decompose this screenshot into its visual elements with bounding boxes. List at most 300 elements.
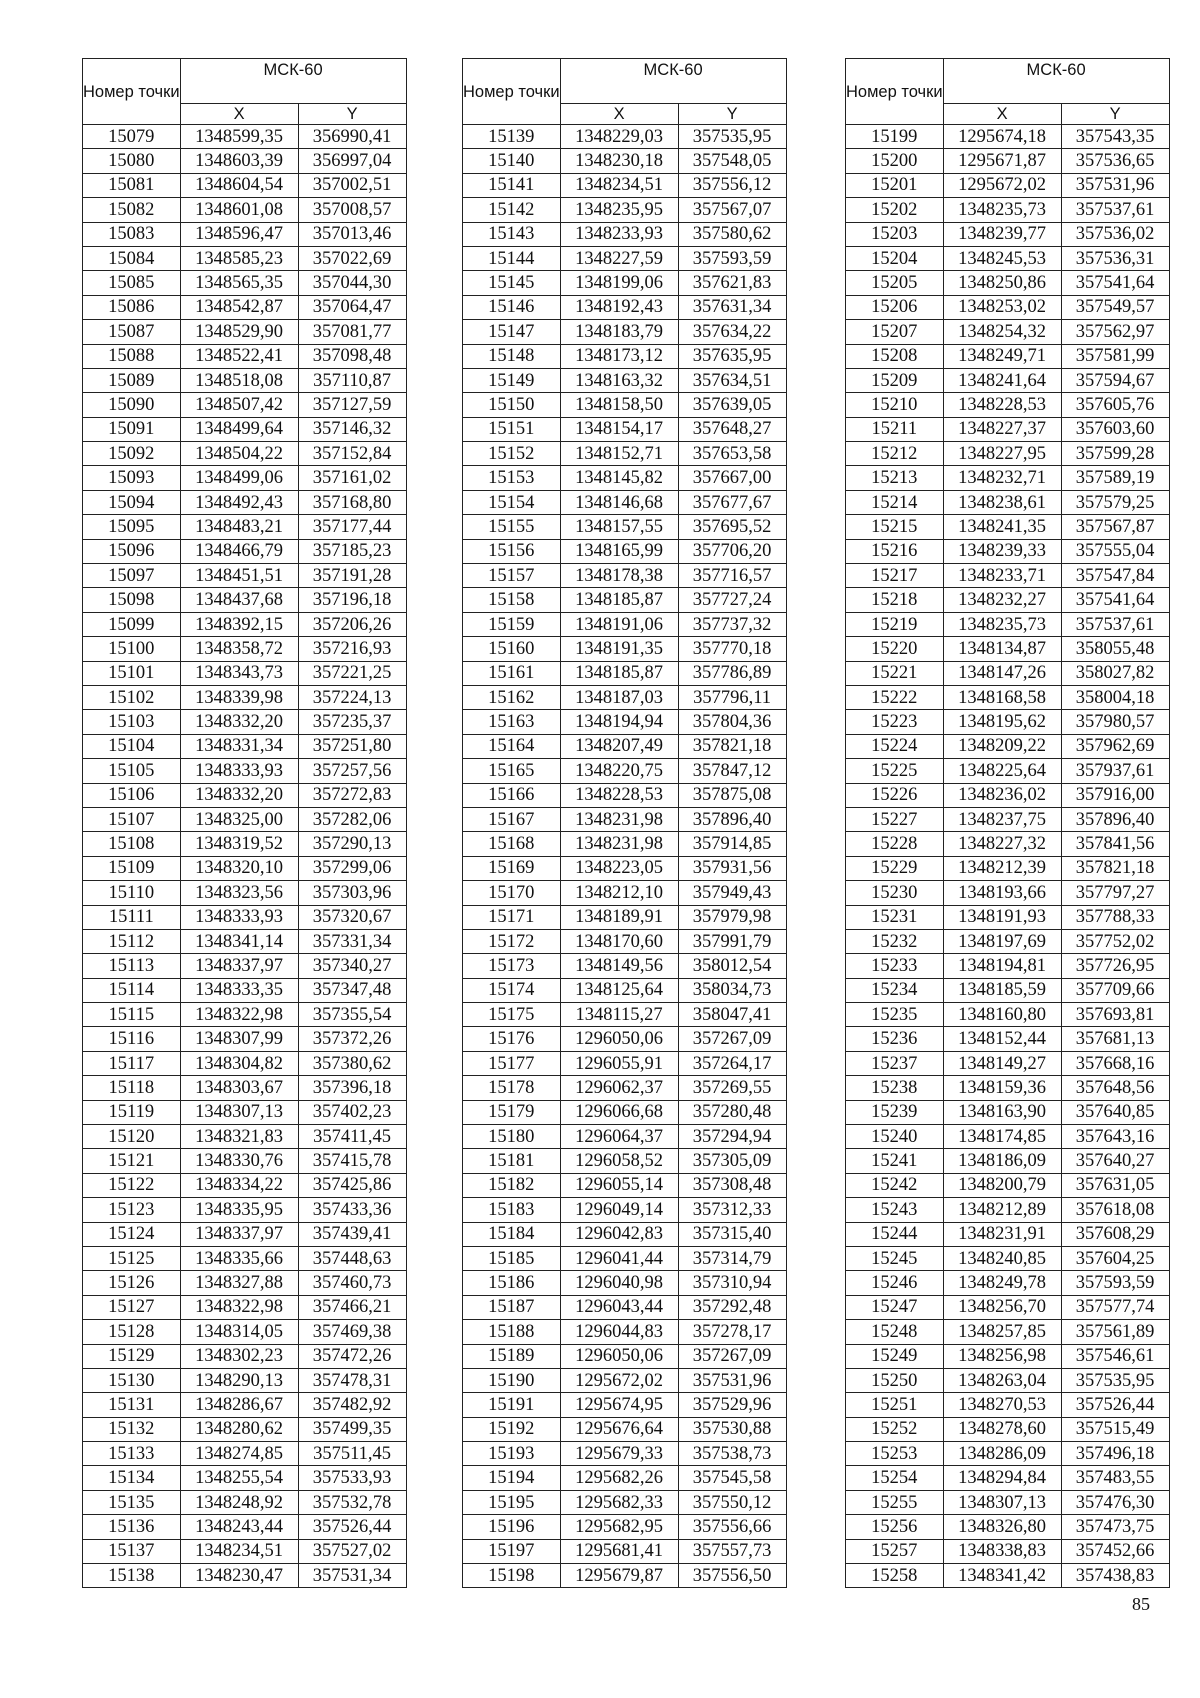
table-row <box>83 1539 407 1563</box>
y-value-cell: 357312,33 <box>678 1198 786 1222</box>
y-value-cell: 357548,05 <box>678 149 786 173</box>
y-value-cell: 357821,18 <box>1061 856 1169 880</box>
point-number-cell: 15157 <box>463 564 561 588</box>
point-number-cell: 15252 <box>846 1417 944 1441</box>
point-number-cell: 15089 <box>83 368 181 392</box>
x-value-cell: 1295674,95 <box>560 1393 678 1417</box>
table-row <box>83 1417 407 1441</box>
x-value-cell: 1348565,35 <box>180 271 298 295</box>
point-number-cell: 15107 <box>83 807 181 831</box>
point-number-cell: 15200 <box>846 149 944 173</box>
table-row <box>463 1539 787 1563</box>
point-number-cell: 15247 <box>846 1295 944 1319</box>
y-value-cell: 357272,83 <box>298 783 406 807</box>
point-number-cell: 15096 <box>83 539 181 563</box>
point-number-cell: 15248 <box>846 1320 944 1344</box>
y-value-cell: 357533,93 <box>298 1466 406 1490</box>
y-value-cell: 357473,75 <box>1061 1515 1169 1539</box>
point-number-cell: 15224 <box>846 734 944 758</box>
table-row <box>463 125 787 149</box>
x-value-cell: 1348499,06 <box>180 466 298 490</box>
point-number-cell: 15214 <box>846 490 944 514</box>
x-value-cell: 1348220,75 <box>560 759 678 783</box>
y-value-cell: 357536,65 <box>1061 149 1169 173</box>
y-value-cell: 358012,54 <box>678 954 786 978</box>
table-row <box>846 368 1170 392</box>
y-value-cell: 357537,61 <box>1061 198 1169 222</box>
x-value-cell: 1348170,60 <box>560 929 678 953</box>
point-number-cell: 15211 <box>846 417 944 441</box>
y-value-cell: 357267,09 <box>678 1027 786 1051</box>
y-value-cell: 357580,62 <box>678 222 786 246</box>
x-value-cell: 1348157,55 <box>560 515 678 539</box>
y-value-cell: 357380,62 <box>298 1051 406 1075</box>
point-number-cell: 15233 <box>846 954 944 978</box>
table-row <box>846 539 1170 563</box>
x-value-cell: 1348241,35 <box>943 515 1061 539</box>
y-value-cell: 357556,12 <box>678 173 786 197</box>
point-number-cell: 15103 <box>83 710 181 734</box>
y-value-cell: 357185,23 <box>298 539 406 563</box>
point-number-cell: 15206 <box>846 295 944 319</box>
point-number-cell: 15147 <box>463 320 561 344</box>
y-value-cell: 357127,59 <box>298 393 406 417</box>
point-number-cell: 15244 <box>846 1222 944 1246</box>
table-row <box>83 368 407 392</box>
y-value-cell: 357562,97 <box>1061 320 1169 344</box>
table-row <box>83 125 407 149</box>
y-value-cell: 357251,80 <box>298 734 406 758</box>
x-value-cell: 1348249,78 <box>943 1271 1061 1295</box>
y-value-cell: 357847,12 <box>678 759 786 783</box>
point-number-cell: 15100 <box>83 637 181 661</box>
y-value-cell: 357589,19 <box>1061 466 1169 490</box>
y-value-cell: 357280,48 <box>678 1100 786 1124</box>
point-number-cell: 15196 <box>463 1515 561 1539</box>
x-value-cell: 1296058,52 <box>560 1149 678 1173</box>
x-value-cell: 1348326,80 <box>943 1515 1061 1539</box>
x-value-cell: 1348241,64 <box>943 368 1061 392</box>
table-row <box>463 612 787 636</box>
x-value-cell: 1296055,14 <box>560 1173 678 1197</box>
y-value-cell: 357896,40 <box>1061 807 1169 831</box>
point-number-cell: 15216 <box>846 539 944 563</box>
table-row <box>846 1490 1170 1514</box>
y-value-cell: 357482,92 <box>298 1393 406 1417</box>
table-row <box>463 929 787 953</box>
table-row <box>846 1515 1170 1539</box>
x-value-cell: 1348601,08 <box>180 198 298 222</box>
y-value-cell: 357191,28 <box>298 564 406 588</box>
y-value-cell: 357541,64 <box>1061 271 1169 295</box>
x-value-cell: 1348158,50 <box>560 393 678 417</box>
table-row <box>846 1222 1170 1246</box>
point-number-cell: 15094 <box>83 490 181 514</box>
y-value-cell: 357916,00 <box>1061 783 1169 807</box>
point-number-cell: 15149 <box>463 368 561 392</box>
y-value-cell: 357402,23 <box>298 1100 406 1124</box>
point-number-cell: 15134 <box>83 1466 181 1490</box>
y-value-cell: 357608,29 <box>1061 1222 1169 1246</box>
point-number-cell: 15153 <box>463 466 561 490</box>
x-value-cell: 1348194,81 <box>943 954 1061 978</box>
table-row <box>83 1393 407 1417</box>
x-value-cell: 1295682,95 <box>560 1515 678 1539</box>
y-value-cell: 357648,27 <box>678 417 786 441</box>
y-value-cell: 357631,34 <box>678 295 786 319</box>
y-value-cell: 357515,49 <box>1061 1417 1169 1441</box>
coordinate-table <box>82 58 407 1588</box>
x-value-cell: 1348302,23 <box>180 1344 298 1368</box>
x-value-cell: 1348337,97 <box>180 954 298 978</box>
y-value-cell: 357355,54 <box>298 1003 406 1027</box>
y-value-cell: 357235,37 <box>298 710 406 734</box>
point-number-cell: 15145 <box>463 271 561 295</box>
y-value-cell: 357561,89 <box>1061 1320 1169 1344</box>
y-value-cell: 357593,59 <box>1061 1271 1169 1295</box>
y-value-cell: 357991,79 <box>678 929 786 953</box>
table-row <box>83 929 407 953</box>
point-number-cell: 15080 <box>83 149 181 173</box>
table-row <box>83 1295 407 1319</box>
table-row <box>846 246 1170 270</box>
y-value-cell: 357949,43 <box>678 881 786 905</box>
x-value-cell: 1348237,75 <box>943 807 1061 831</box>
y-value-cell: 357022,69 <box>298 246 406 270</box>
table-row <box>83 1149 407 1173</box>
y-value-cell: 357605,76 <box>1061 393 1169 417</box>
point-number-cell: 15146 <box>463 295 561 319</box>
table-row <box>463 1100 787 1124</box>
table-row <box>463 442 787 466</box>
point-number-cell: 15167 <box>463 807 561 831</box>
y-value-cell: 357618,08 <box>1061 1198 1169 1222</box>
y-value-cell: 358055,48 <box>1061 637 1169 661</box>
point-number-cell: 15223 <box>846 710 944 734</box>
y-value-cell: 357425,86 <box>298 1173 406 1197</box>
y-value-cell: 357556,50 <box>678 1564 786 1588</box>
table-row <box>83 856 407 880</box>
x-value-cell: 1295674,18 <box>943 125 1061 149</box>
point-number-cell: 15133 <box>83 1442 181 1466</box>
y-value-cell: 357269,55 <box>678 1076 786 1100</box>
y-value-cell: 357320,67 <box>298 905 406 929</box>
y-value-cell: 357531,96 <box>1061 173 1169 197</box>
table-row <box>846 173 1170 197</box>
x-value-cell: 1348115,27 <box>560 1003 678 1027</box>
x-value-cell: 1295682,26 <box>560 1466 678 1490</box>
table-row <box>83 783 407 807</box>
x-value-cell: 1348322,98 <box>180 1003 298 1027</box>
y-value-cell: 357483,55 <box>1061 1466 1169 1490</box>
point-number-cell: 15234 <box>846 978 944 1002</box>
y-value-cell: 357786,89 <box>678 661 786 685</box>
y-value-cell: 357550,12 <box>678 1490 786 1514</box>
table-row <box>83 905 407 929</box>
x-value-cell: 1348323,56 <box>180 881 298 905</box>
y-value-cell: 357340,27 <box>298 954 406 978</box>
point-number-cell: 15140 <box>463 149 561 173</box>
table-row <box>463 295 787 319</box>
point-number-cell: 15246 <box>846 1271 944 1295</box>
x-value-cell: 1348227,59 <box>560 246 678 270</box>
table-row <box>83 1003 407 1027</box>
point-number-cell: 15084 <box>83 246 181 270</box>
point-number-cell: 15205 <box>846 271 944 295</box>
point-number-cell: 15098 <box>83 588 181 612</box>
table-row <box>83 149 407 173</box>
point-number-cell: 15229 <box>846 856 944 880</box>
x-value-cell: 1348319,52 <box>180 832 298 856</box>
point-number-cell: 15159 <box>463 612 561 636</box>
table-row <box>463 1198 787 1222</box>
x-value-cell: 1295679,87 <box>560 1564 678 1588</box>
table-row <box>83 1076 407 1100</box>
y-value-cell: 357737,32 <box>678 612 786 636</box>
x-value-cell: 1348504,22 <box>180 442 298 466</box>
point-number-cell: 15199 <box>846 125 944 149</box>
table-row <box>83 1515 407 1539</box>
point-number-cell: 15257 <box>846 1539 944 1563</box>
y-value-cell: 357875,08 <box>678 783 786 807</box>
point-number-cell: 15217 <box>846 564 944 588</box>
x-value-cell: 1348604,54 <box>180 173 298 197</box>
x-value-cell: 1348173,12 <box>560 344 678 368</box>
point-number-cell: 15202 <box>846 198 944 222</box>
y-value-cell: 357267,09 <box>678 1344 786 1368</box>
y-value-cell: 357639,05 <box>678 393 786 417</box>
y-value-cell: 357770,18 <box>678 637 786 661</box>
table-row <box>83 1466 407 1490</box>
x-value-cell: 1348191,35 <box>560 637 678 661</box>
point-number-cell: 15139 <box>463 125 561 149</box>
y-value-cell: 357962,69 <box>1061 734 1169 758</box>
y-value-cell: 357577,74 <box>1061 1295 1169 1319</box>
x-value-cell: 1348290,13 <box>180 1368 298 1392</box>
y-value-cell: 358034,73 <box>678 978 786 1002</box>
table-row <box>846 1320 1170 1344</box>
point-number-cell: 15156 <box>463 539 561 563</box>
x-value-cell: 1348231,91 <box>943 1222 1061 1246</box>
table-row <box>463 1271 787 1295</box>
y-value-cell: 357308,48 <box>678 1173 786 1197</box>
point-number-cell: 15155 <box>463 515 561 539</box>
point-number-cell: 15180 <box>463 1125 561 1149</box>
x-value-cell: 1348186,09 <box>943 1149 1061 1173</box>
y-value-cell: 357896,40 <box>678 807 786 831</box>
x-value-cell: 1348278,60 <box>943 1417 1061 1441</box>
point-number-cell: 15239 <box>846 1100 944 1124</box>
table-row <box>846 1003 1170 1027</box>
point-number-cell: 15119 <box>83 1100 181 1124</box>
table-row <box>463 954 787 978</box>
x-value-cell: 1348185,59 <box>943 978 1061 1002</box>
point-number-cell: 15088 <box>83 344 181 368</box>
x-value-cell: 1348239,33 <box>943 539 1061 563</box>
y-value-cell: 357631,05 <box>1061 1173 1169 1197</box>
point-number-cell: 15138 <box>83 1564 181 1588</box>
point-number-cell: 15151 <box>463 417 561 441</box>
x-value-cell: 1348249,71 <box>943 344 1061 368</box>
point-number-cell: 15148 <box>463 344 561 368</box>
x-value-cell: 1348596,47 <box>180 222 298 246</box>
table-row <box>463 685 787 709</box>
y-value-cell: 357511,45 <box>298 1442 406 1466</box>
y-value-cell: 357292,48 <box>678 1295 786 1319</box>
y-value-cell: 357543,35 <box>1061 125 1169 149</box>
x-value-cell: 1295679,33 <box>560 1442 678 1466</box>
x-value-cell: 1348332,20 <box>180 783 298 807</box>
x-value-cell: 1348274,85 <box>180 1442 298 1466</box>
point-number-cell: 15242 <box>846 1173 944 1197</box>
y-value-cell: 357581,99 <box>1061 344 1169 368</box>
y-value-cell: 357594,67 <box>1061 368 1169 392</box>
table-row <box>83 246 407 270</box>
x-value-cell: 1296044,83 <box>560 1320 678 1344</box>
y-value-cell: 357529,96 <box>678 1393 786 1417</box>
y-value-cell: 357532,78 <box>298 1490 406 1514</box>
x-value-cell: 1348337,97 <box>180 1222 298 1246</box>
y-value-cell: 356997,04 <box>298 149 406 173</box>
x-value-cell: 1348159,36 <box>943 1076 1061 1100</box>
point-number-cell: 15137 <box>83 1539 181 1563</box>
point-number-cell: 15112 <box>83 929 181 953</box>
x-value-cell: 1348358,72 <box>180 637 298 661</box>
x-value-cell: 1348322,98 <box>180 1295 298 1319</box>
point-number-cell: 15143 <box>463 222 561 246</box>
x-value-cell: 1348189,91 <box>560 905 678 929</box>
table-row <box>846 1466 1170 1490</box>
y-value-cell: 357290,13 <box>298 832 406 856</box>
point-number-cell: 15113 <box>83 954 181 978</box>
y-value-cell: 357527,02 <box>298 1539 406 1563</box>
point-number-cell: 15227 <box>846 807 944 831</box>
y-value-cell: 357168,80 <box>298 490 406 514</box>
y-value-cell: 357216,93 <box>298 637 406 661</box>
table-row <box>846 149 1170 173</box>
point-number-cell: 15158 <box>463 588 561 612</box>
table-row <box>83 515 407 539</box>
table-row <box>463 1442 787 1466</box>
point-number-cell: 15226 <box>846 783 944 807</box>
y-value-cell: 357716,57 <box>678 564 786 588</box>
y-value-cell: 357567,87 <box>1061 515 1169 539</box>
y-value-cell: 357002,51 <box>298 173 406 197</box>
table-row <box>83 954 407 978</box>
x-value-cell: 1295672,02 <box>943 173 1061 197</box>
y-value-cell: 357438,83 <box>1061 1564 1169 1588</box>
y-value-cell: 357545,58 <box>678 1466 786 1490</box>
point-number-cell: 15169 <box>463 856 561 880</box>
y-value-cell: 357546,61 <box>1061 1344 1169 1368</box>
y-value-cell: 357541,64 <box>1061 588 1169 612</box>
x-value-cell: 1348330,76 <box>180 1149 298 1173</box>
table-row <box>83 222 407 246</box>
x-value-cell: 1348286,67 <box>180 1393 298 1417</box>
y-value-cell: 357224,13 <box>298 685 406 709</box>
y-value-cell: 357555,04 <box>1061 539 1169 563</box>
x-value-cell: 1348492,43 <box>180 490 298 514</box>
table-row <box>463 1222 787 1246</box>
table-row <box>463 173 787 197</box>
point-number-cell: 15115 <box>83 1003 181 1027</box>
table-row <box>83 1271 407 1295</box>
y-value-cell: 357621,83 <box>678 271 786 295</box>
point-number-cell: 15160 <box>463 637 561 661</box>
point-number-header: Номер точки <box>83 59 181 125</box>
x-value-cell: 1348197,69 <box>943 929 1061 953</box>
x-value-cell: 1348212,39 <box>943 856 1061 880</box>
x-value-cell: 1348333,93 <box>180 759 298 783</box>
x-value-cell: 1348321,83 <box>180 1125 298 1149</box>
x-value-cell: 1348341,14 <box>180 929 298 953</box>
x-value-cell: 1348603,39 <box>180 149 298 173</box>
table-row <box>846 198 1170 222</box>
point-number-cell: 15108 <box>83 832 181 856</box>
point-number-cell: 15210 <box>846 393 944 417</box>
point-number-cell: 15249 <box>846 1344 944 1368</box>
table-row <box>846 637 1170 661</box>
table-row <box>846 393 1170 417</box>
y-value-cell: 357648,56 <box>1061 1076 1169 1100</box>
point-number-cell: 15164 <box>463 734 561 758</box>
point-number-cell: 15124 <box>83 1222 181 1246</box>
x-value-cell: 1348307,13 <box>180 1100 298 1124</box>
point-number-cell: 15193 <box>463 1442 561 1466</box>
point-number-cell: 15215 <box>846 515 944 539</box>
point-number-cell: 15213 <box>846 466 944 490</box>
y-value-cell: 357282,06 <box>298 807 406 831</box>
table-row <box>463 1125 787 1149</box>
table-row <box>463 1564 787 1588</box>
point-number-cell: 15232 <box>846 929 944 953</box>
table-row <box>83 1027 407 1051</box>
x-value-cell: 1348233,71 <box>943 564 1061 588</box>
point-number-cell: 15097 <box>83 564 181 588</box>
point-number-cell: 15255 <box>846 1490 944 1514</box>
table-row <box>846 1344 1170 1368</box>
table-row <box>463 393 787 417</box>
table-row <box>846 832 1170 856</box>
point-number-cell: 15237 <box>846 1051 944 1075</box>
x-value-cell: 1348599,35 <box>180 125 298 149</box>
y-column-header: Y <box>678 104 786 125</box>
point-number-cell: 15091 <box>83 417 181 441</box>
x-value-cell: 1348335,95 <box>180 1198 298 1222</box>
point-number-cell: 15231 <box>846 905 944 929</box>
point-number-cell: 15204 <box>846 246 944 270</box>
point-number-cell: 15120 <box>83 1125 181 1149</box>
point-number-cell: 15165 <box>463 759 561 783</box>
table-row <box>846 881 1170 905</box>
table-row <box>846 1051 1170 1075</box>
point-number-cell: 15176 <box>463 1027 561 1051</box>
y-value-cell: 357640,85 <box>1061 1100 1169 1124</box>
point-number-cell: 15192 <box>463 1417 561 1441</box>
x-value-cell: 1348227,37 <box>943 417 1061 441</box>
point-number-cell: 15122 <box>83 1173 181 1197</box>
table-row <box>846 783 1170 807</box>
table-row <box>463 344 787 368</box>
y-value-cell: 357980,57 <box>1061 710 1169 734</box>
table-row <box>83 978 407 1002</box>
x-value-cell: 1348146,68 <box>560 490 678 514</box>
x-value-cell: 1348343,73 <box>180 661 298 685</box>
point-number-cell: 15189 <box>463 1344 561 1368</box>
y-value-cell: 357110,87 <box>298 368 406 392</box>
x-value-cell: 1295676,64 <box>560 1417 678 1441</box>
y-value-cell: 357643,16 <box>1061 1125 1169 1149</box>
